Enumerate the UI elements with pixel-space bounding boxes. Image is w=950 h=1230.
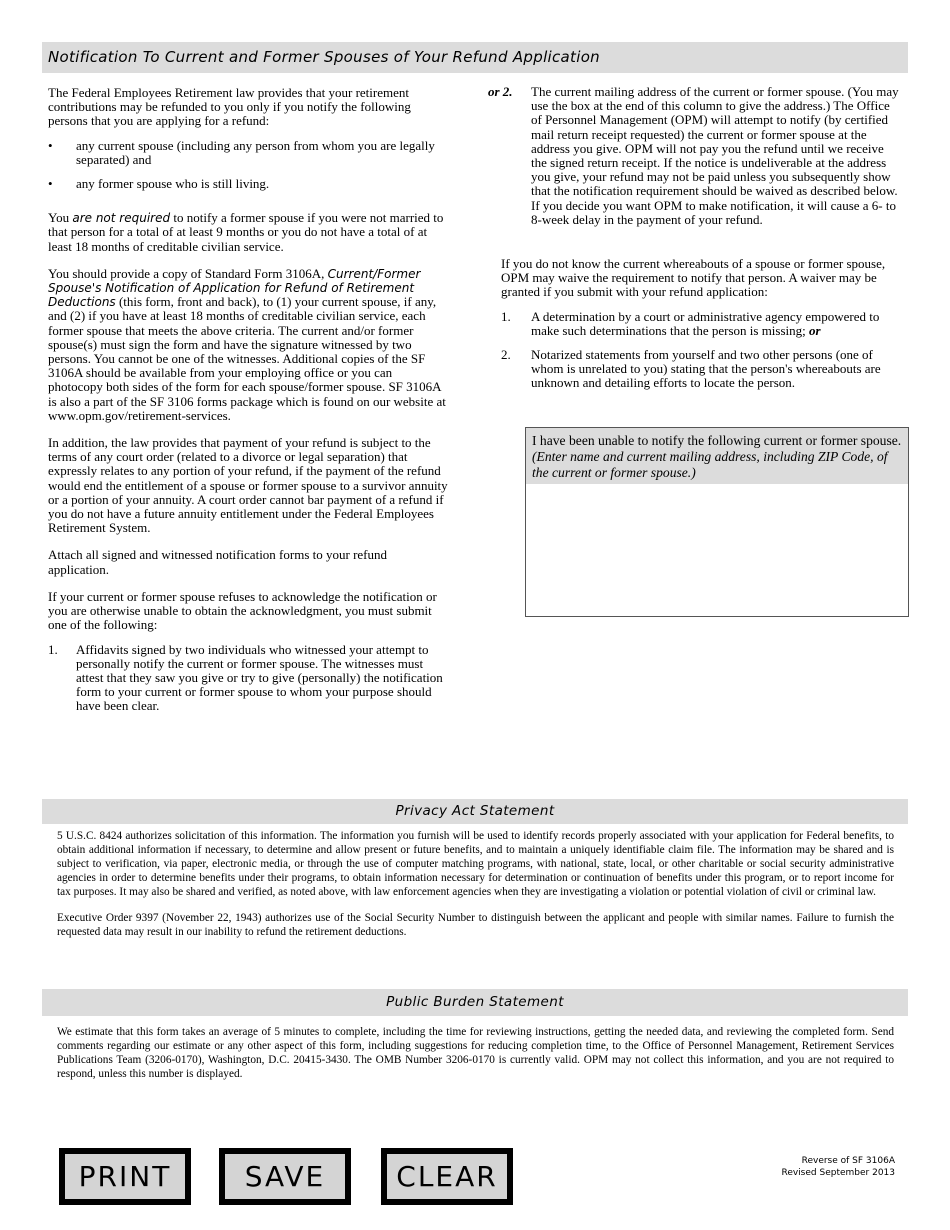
or-emphasis: or [809, 322, 821, 338]
waiver-paragraph: If you do not know the current whereabouts of a spouse or former spouse, OPM may waive the requirement to notify that person. A waiver may be granted if you submit with your refund application: [501, 256, 886, 300]
item-text: The current mailing address of the current or former spouse. (You may use the box at the end of this column to give the address.) The Office of Personnel Management (OPM) will attempt to notify (by certified mail return receipt requested) the current or former spouse at the address you give. OPM will not pay you the refund until we receive the signed return receipt. If the notice is undeliverable at the address you give, your refund may not be paid unless you subsequently show that the notification requirement should be waived as described below. If you decide you want OPM to make notification, it will cause a 6- to 8-week delay in the payment of your refund. [531, 84, 899, 227]
list-item [48, 643, 450, 714]
not-required-paragraph [48, 211, 450, 254]
court-order-paragraph: In addition, the law provides that payment of your refund is subject to the terms of any court order (related to a divorce or legal separation) that expressly relates to any portion of your refund, if the payment of the refund would end the entitlement of a spouse or former spouse to a survivor annuity or a portion of your annuity. A court order cannot bar payment of a refund if you do not have a future annuity entitlement under the Federal Employees Retirement System. [48, 435, 448, 536]
waiver-section [501, 257, 903, 391]
spouse-address-input[interactable] [526, 484, 908, 616]
spouse-address-label [526, 428, 908, 484]
form-revision [781, 1155, 895, 1179]
burden-text [57, 1025, 894, 1081]
print-button[interactable] [59, 1148, 191, 1205]
box-hint-text: (Enter name and current mailing address, including ZIP Code, of the current or former spouse.) [532, 449, 888, 480]
item-number: 1. [48, 641, 58, 657]
item-number: or 2. [488, 84, 513, 99]
item-number: 1. [501, 308, 511, 324]
section-header-notification [42, 42, 908, 73]
bullet-marker: • [48, 176, 53, 192]
burden-title: Public Burden Statement [386, 994, 564, 1010]
intro-paragraph: The Federal Employees Retirement law provides that your retirement contributions may be refunded to you only if you notify the following persons that you are applying for a refund: [48, 85, 411, 129]
form-title-emphasis: Current/Former Spouse's Notification of Application for Refund of Retirement Deductions [48, 266, 421, 310]
section-header-privacy [42, 799, 908, 824]
bullet-item [48, 177, 450, 191]
form-reverse-label: Reverse of SF 3106A [801, 1156, 895, 1166]
form-revised-date: Revised September 2013 [781, 1168, 895, 1178]
item-text: Notarized statements from yourself and two other persons (one of whom is unrelated to you) stating that the person's whereabouts are unknown and detailing efforts to locate the person. [531, 347, 881, 391]
privacy-paragraph: Executive Order 9397 (November 22, 1943) authorizes use of the Social Security Number to distinguish between the applicant and people with similar names. Failure to furnish the requested data may result in our inability to refund the retirement deductions. [57, 912, 894, 938]
clear-button[interactable] [381, 1148, 513, 1205]
emphasis-text: are not required [72, 211, 171, 226]
list-item [501, 348, 903, 391]
attach-paragraph: Attach all signed and witnessed notification forms to your refund application. [48, 547, 388, 577]
print-button-face[interactable]: PRINT [63, 1152, 187, 1201]
or-option-2 [488, 85, 902, 227]
right-column [488, 85, 902, 227]
list-item [501, 310, 903, 338]
text-run: to notify a former spouse if you were not married to that person for a total of at least 9 months or you do not have a total of at least 18 months of creditable civilian service. [48, 210, 444, 254]
box-label-text: I have been unable to notify the following current or former spouse. [532, 433, 902, 448]
bullet-text: any former spouse who is still living. [76, 176, 270, 192]
page-title: Notification To Current and Former Spouses of Your Refund Application [48, 48, 600, 66]
refuse-paragraph: If your current or former spouse refuses to acknowledge the notification or you are otherwise unable to obtain the acknowledgment, you must submit one of the following: [48, 588, 437, 633]
item-number: 2. [501, 347, 511, 363]
text-run: You [48, 210, 73, 226]
left-column [48, 86, 450, 714]
privacy-paragraph: 5 U.S.C. 8424 authorizes solicitation of this information. The information you furnish will be used to identify records properly associated with your application for Federal benefits, to obtain additional information if necessary, to determine and allow present or future benefits, and to maintain a uniquely identifiable claim file. The information may be shared and is subject to verification, via paper, electronic media, or through the use of computer matching programs, with national, state, local, or other charitable or social security administrative agencies in order to determine benefits under their programs, to obtain information necessary for determination or continuation of benefits under this program, or to report income for tax purposes. It may also be shared and verified, as noted above, with law enforcement agencies when they are investigating a violation or potential violation of civil or criminal law. [57, 830, 894, 898]
privacy-text [57, 829, 894, 939]
item-text: A determination by a court or administrative agency empowered to make such determinations that the person is missing; [531, 308, 880, 338]
text-run: You should provide a copy of Standard Form 3106A, [48, 265, 328, 281]
save-button-face[interactable]: SAVE [223, 1152, 347, 1201]
spouse-address-box [525, 427, 909, 617]
burden-paragraph: We estimate that this form takes an average of 5 minutes to complete, including the time for reviewing instructions, getting the needed data, and reviewing the completed form. Send comments regarding our estimate or any other aspect of this form, including suggestions for reducing completion time, to the Office of Personnel Management, Retirement Services Publications Team (3206-0170), Washington, D.C. 20415-3430. The OMB Number 3206-0170 is currently valid. OPM may not collect this information, and you are not required to respond, unless this number is displayed. [57, 1026, 894, 1080]
bullet-marker: • [48, 137, 53, 153]
section-header-burden [42, 989, 908, 1016]
bullet-text: any current spouse (including any person from whom you are legally separated) and [76, 137, 435, 167]
clear-button-face[interactable]: CLEAR [385, 1152, 509, 1201]
item-text: Affidavits signed by two individuals who witnessed your attempt to personally notify the current or former spouse. The witnesses must attest that they saw you give or try to give (personally) the notification form to your current or former spouse to whom your purpose should have been clear. [76, 641, 443, 714]
text-run: (this form, front and back), to (1) your current spouse, if any, and (2) if you have at least 18 months of creditable civilian service, each former spouse that meets the above criteria. The current and/or former spouse(s) must sign the form and have the signature witnessed by two persons. You cannot be one of the witnesses. Additional copies of the SF 3106A should be available from your employing office or you can photocopy both sides of the form for each spouse/former spouse. SF 3106A is also a part of the SF 3106 forms package which is found on our website at www.opm.gov/retirement-services. [48, 294, 446, 423]
bullet-item [48, 139, 450, 167]
privacy-title: Privacy Act Statement [395, 803, 555, 819]
copy-paragraph [48, 267, 450, 423]
save-button[interactable] [219, 1148, 351, 1205]
